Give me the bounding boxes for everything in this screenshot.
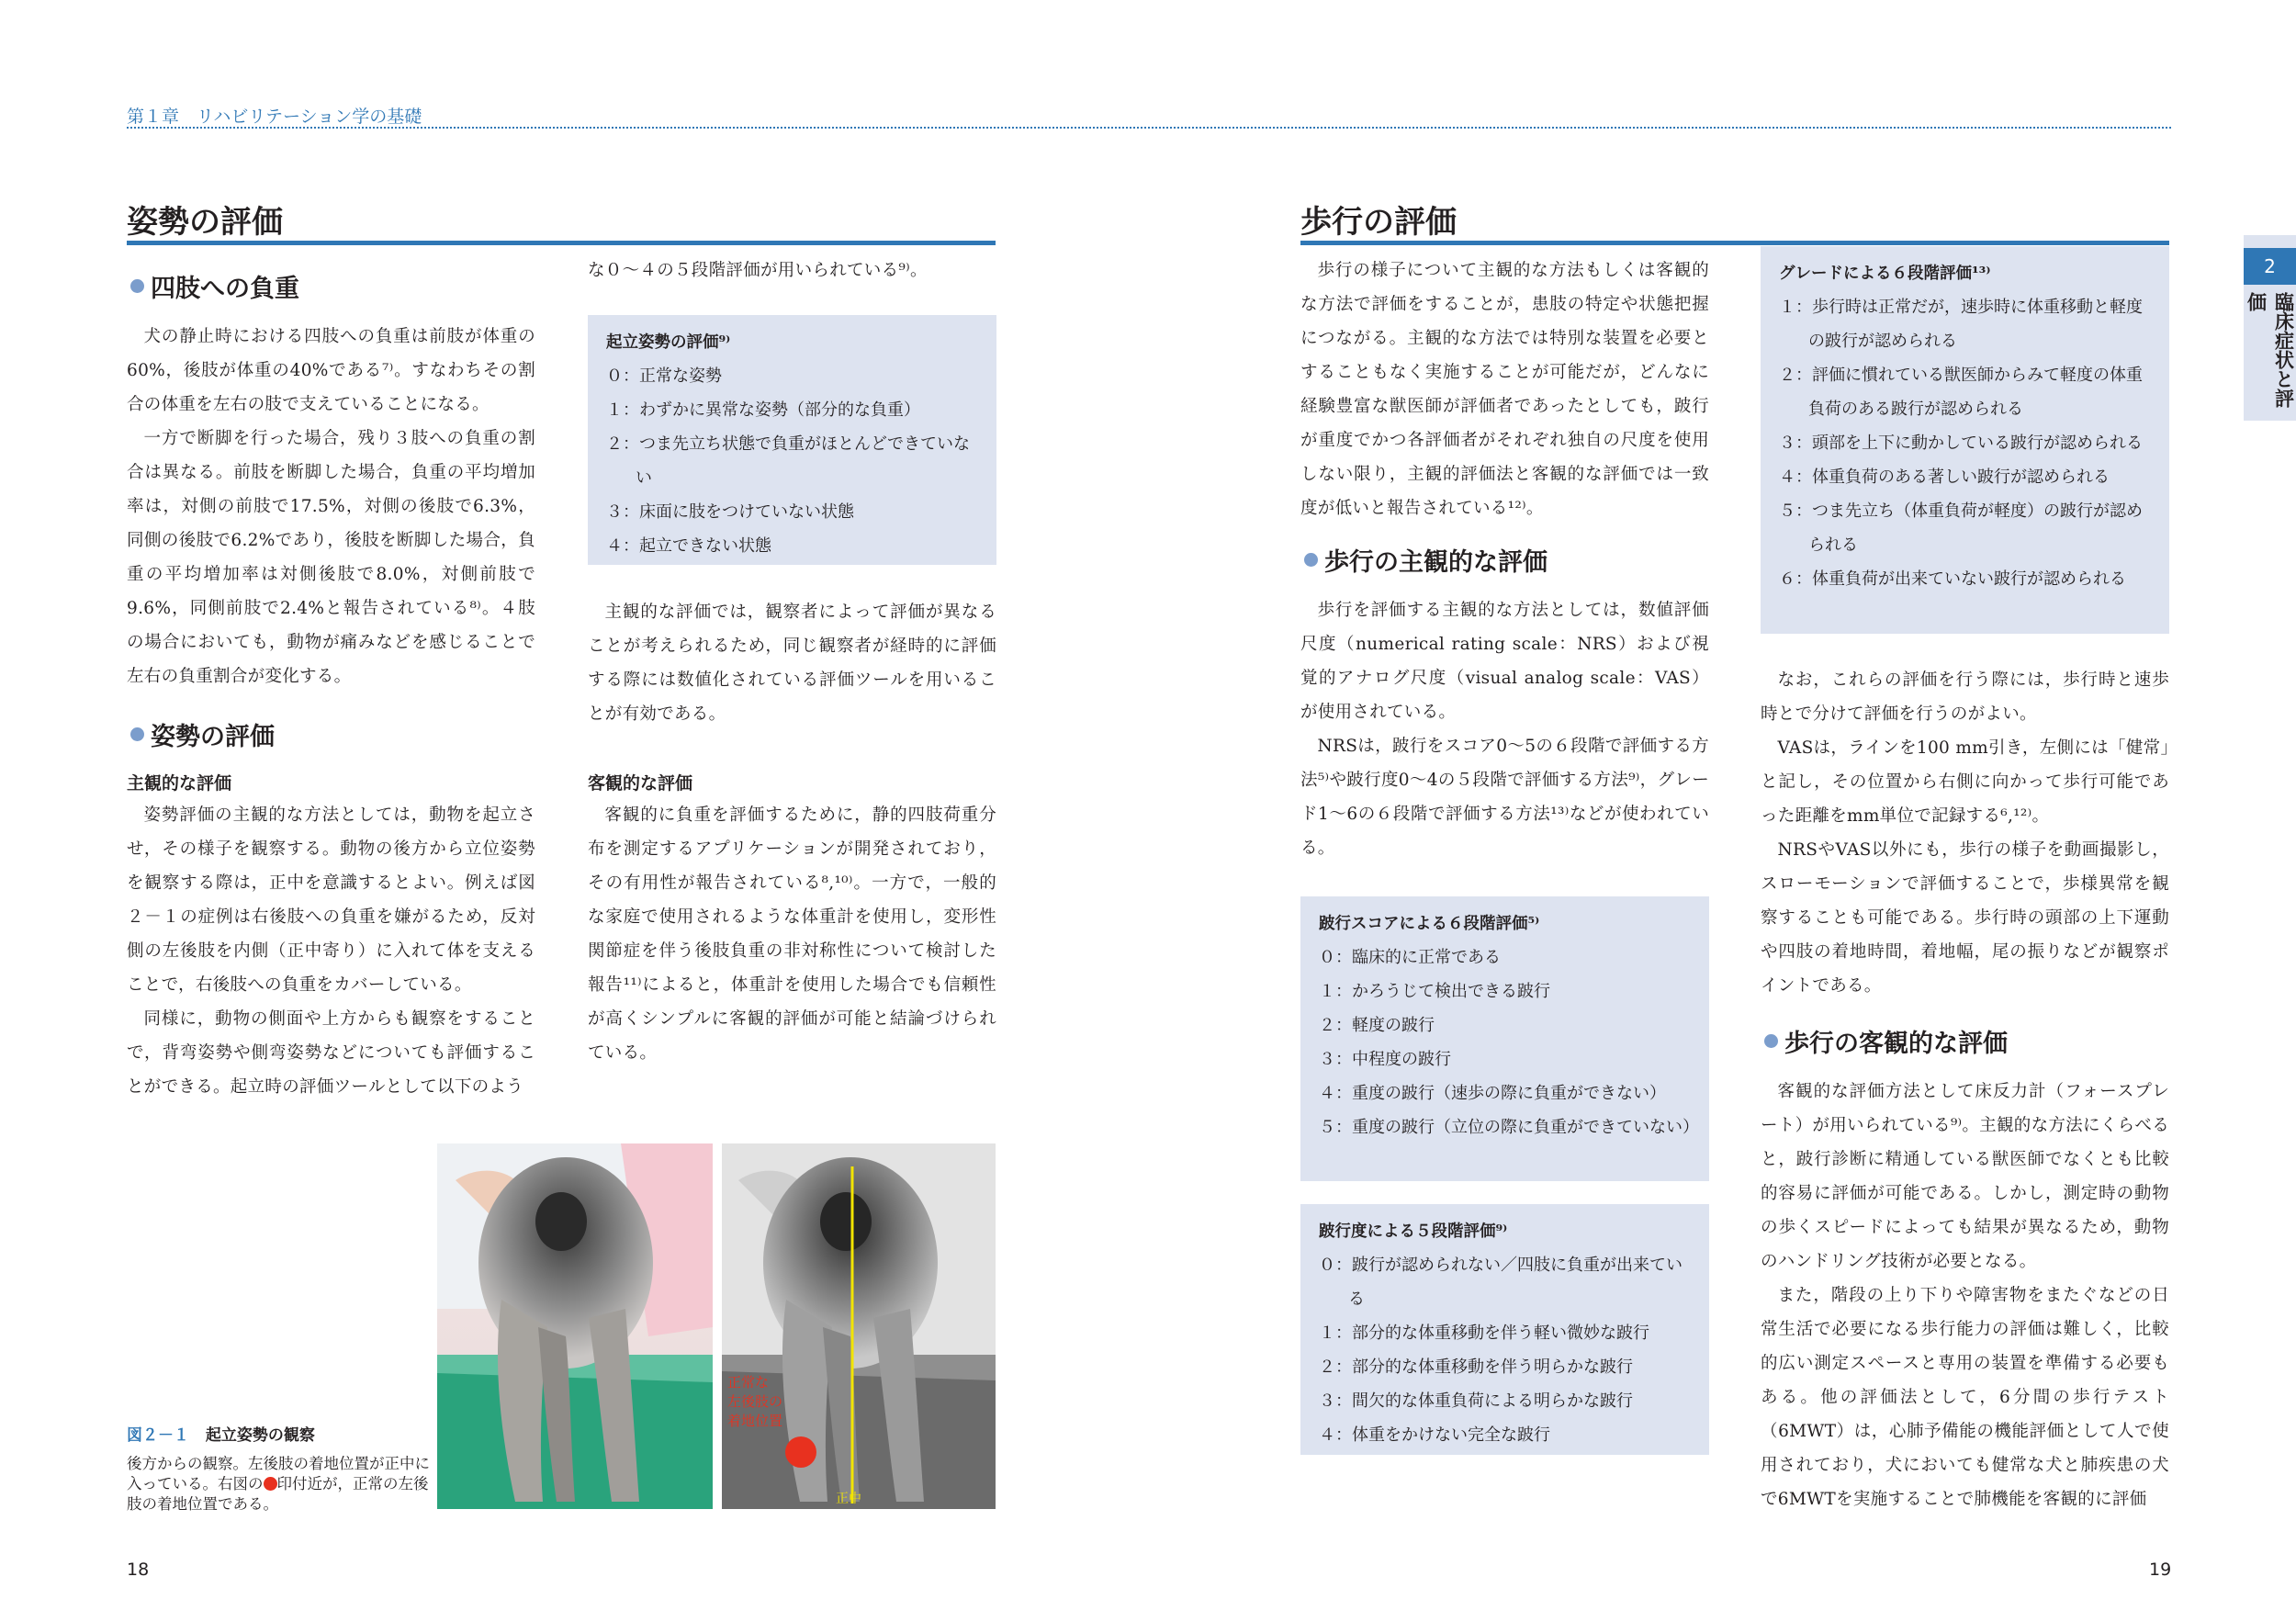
paragraph: 歩行を評価する主観的な方法としては，数値評価尺度（numerical rating scale：NRS）および視覚的アナログ尺度（visual analog scale：VAS）が使用されている。: [1300, 601, 1709, 722]
lameness-score-box: [1300, 896, 1709, 1181]
label-normal-landing: [727, 1373, 782, 1431]
scale-item: ４：重度の跛行（速歩の際に負重ができない）: [1319, 1084, 1666, 1103]
dog-photo-left: [437, 1143, 713, 1509]
paragraph: VASは，ラインを100 mm引き，左側には「健常」と記し，その位置から右側に向かって歩行可能であった距離をmm単位で記録する⁶,¹²⁾。: [1761, 738, 2169, 826]
paragraph: NRSは，跛行をスコア0～5の６段階で評価する方法⁵⁾や跛行度0～4の５段階で評価する方法⁹⁾，グレード1～6の６段階で評価する方法¹³⁾などが使われている。: [1300, 737, 1709, 858]
left-section-title: 姿勢の評価: [127, 204, 283, 241]
small-heading-objective: 客観的な評価: [588, 773, 693, 794]
scale-item: １：歩行時は正常だが，速歩時に体重移動と軽度の跛行が認められる: [1779, 298, 2143, 351]
label-line: 左後肢の: [727, 1393, 783, 1410]
scale-item: １：わずかに異常な姿勢（部分的な負重）: [606, 400, 920, 420]
lameness-degree-box: [1300, 1204, 1709, 1455]
gait-subjective-text: [1300, 593, 1709, 865]
scale-item: ２：つま先立ち状態で負重がほとんどできていない: [606, 434, 970, 488]
gait-objective-text: [1761, 1075, 2169, 1516]
caption-text: 印付近が，正常の左後肢の着地位置である。: [127, 1475, 429, 1513]
posture-objective-text: [588, 798, 996, 1070]
scale-item: １：部分的な体重移動を伴う軽い微妙な跛行: [1319, 1324, 1649, 1343]
scale-item: ２：部分的な体重移動を伴う明らかな跛行: [1319, 1357, 1633, 1377]
figure-number: 図２－１: [127, 1426, 189, 1445]
scale-item: ３：頭部を上下に動かしている跛行が認められる: [1779, 434, 2143, 453]
subheading-gait-objective: [1764, 1023, 2008, 1059]
scale-item: ５：重度の跛行（立位の際に負重ができていない）: [1319, 1118, 1699, 1137]
paragraph: 犬の静止時における四肢への負重は前肢が体重の60%，後肢が体重の40%である⁷⁾。すなわちその割合の体重を左右の肢で支えていることになる。: [127, 327, 535, 414]
scale-item: １：かろうじて検出できる跛行: [1319, 982, 1550, 1001]
subheading-limb-load: [130, 268, 299, 304]
box-title: グレードによる６段階評価¹³⁾: [1779, 265, 1991, 283]
caption-text: 後方からの観察。左後肢の着地位置が正中に入っている。右図の: [127, 1455, 430, 1492]
side-tab-number: 2: [2244, 248, 2296, 285]
small-heading-subjective: 主観的な評価: [127, 773, 232, 794]
paragraph: 姿勢評価の主観的な方法としては，動物を起立させ，その様子を観察する。動物の後方から立位姿勢を観察する際は，正中を意識するとよい。例えば図２－１の症例は右後肢への負重を嫌がるため，反対側の左後肢を内側（正中寄り）に入れて体を支えることで，右後肢への負重をカバーしている。: [127, 805, 535, 995]
label-midline: 正中: [836, 1492, 861, 1506]
side-tab-label: 臨床症状と評価: [2245, 292, 2295, 408]
limb-load-text: [127, 320, 535, 693]
right-section-title: 歩行の評価: [1300, 204, 1457, 241]
paragraph: な０～４の５段階評価が用いられている⁹⁾。: [588, 261, 928, 280]
continued-text: [588, 253, 996, 287]
paragraph: NRSやVAS以外にも，歩行の様子を動画撮影し，スローモーションで評価することで，歩様異常を観察することも可能である。歩行時の頭部の上下運動や四肢の着地時間，着地幅，尾の振りなどが観察ポイントである。: [1761, 840, 2169, 996]
paragraph: 一方で断脚を行った場合，残り３肢への負重の割合は異なる。前肢を断脚した場合，負重の平均増加率は，対側の前肢で17.5%，対側の後肢で6.3%，同側の後肢で6.2%であり，後肢を断脚した場合，負重の平均増加率は対側後肢で8.0%，対側前肢で9.6%，同側前肢で2.4%と報告されている⁸⁾。４肢の場合においても，動物が痛みなどを感じることで左右の負重割合が変化する。: [127, 429, 535, 686]
scale-item: ３：間欠的な体重負荷による明らかな跛行: [1319, 1391, 1633, 1411]
red-dot-marker-icon: [785, 1436, 816, 1468]
paragraph: 同様に，動物の側面や上方からも観察をすることで，背弯姿勢や側弯姿勢などについても評価することができる。起立時の評価ツールとして以下のよう: [127, 1009, 535, 1097]
label-line: 正常な: [727, 1374, 770, 1391]
left-section-rule: [127, 241, 996, 245]
gait-intro-text: [1300, 253, 1709, 525]
paragraph: 主観的な評価では，観察者によって評価が異なることが考えられるため，同じ観察者が経時的に評価する際には数値化されている評価ツールを用いることが有効である。: [588, 603, 996, 724]
subheading-gait-subjective: [1304, 542, 1548, 578]
scale-item: ５：つま先立ち（体重負荷が軽度）の跛行が認められる: [1779, 501, 2143, 555]
page-number-right: 19: [2149, 1560, 2172, 1580]
scale-item: ３：中程度の跛行: [1319, 1050, 1451, 1069]
scale-item: ４：体重負荷のある著しい跛行が認められる: [1779, 467, 2110, 487]
scale-item: ０：正常な姿勢: [606, 366, 722, 386]
paragraph: なお，これらの評価を行う際には，歩行時と速歩時とで分けて評価を行うのがよい。: [1761, 670, 2169, 724]
paragraph: 客観的に負重を評価するために，静的四肢荷重分布を測定するアプリケーションが開発されており，その有用性が報告されている⁸,¹⁰⁾。一方で，一般的な家庭で使用されるような体重計を使用し，変形性関節症を伴う後肢負重の非対称性について検討した報告¹¹⁾によると，体重計を使用した場合でも信頼性が高くシンプルに客観的評価が可能と結論づけられている。: [588, 805, 996, 1063]
scale-item: ４：体重をかけない完全な跛行: [1319, 1425, 1550, 1445]
bullet-icon: [1304, 553, 1318, 567]
box-title: 起立姿勢の評価⁹⁾: [606, 333, 731, 352]
bullet-icon: [130, 727, 144, 741]
scale-item: ０：跛行が認められない／四肢に負重が出来ている: [1319, 1256, 1683, 1309]
subheading-limb-load-text: 四肢への負重: [151, 275, 299, 303]
subheading-gait-objective-text: 歩行の客観的な評価: [1784, 1030, 2008, 1058]
scale-item: ０：臨床的に正常である: [1319, 948, 1501, 967]
box-title: 跛行スコアによる６段階評価⁵⁾: [1319, 915, 1540, 933]
scale-item: ２：軽度の跛行: [1319, 1016, 1435, 1035]
right-section-rule: [1300, 241, 2169, 245]
figure-caption-body: [127, 1454, 430, 1515]
bullet-icon: [1764, 1034, 1778, 1048]
subheading-gait-subjective-text: 歩行の主観的な評価: [1324, 548, 1548, 577]
running-head: 第１章 リハビリテーション学の基礎: [127, 107, 422, 127]
bullet-icon: [130, 279, 144, 293]
scale-item: ４：起立できない状態: [606, 536, 771, 556]
gait-note-text: [1761, 663, 2169, 1003]
page-number-left: 18: [127, 1560, 150, 1580]
figure-caption-title: [127, 1422, 430, 1445]
box-title: 跛行度による５段階評価⁹⁾: [1319, 1222, 1508, 1241]
red-dot-marker-icon: [264, 1477, 277, 1491]
scale-item: ２：評価に慣れている獣医師からみて軽度の体重負荷のある跛行が認められる: [1779, 366, 2143, 419]
paragraph: 歩行の様子について主観的な方法もしくは客観的な方法で評価をすることが，患肢の特定や状態把握につながる。主観的な方法では特別な装置を必要とすることもなく実施することが可能だが，どんなに経験豊富な獣医師が評価者であったとしても，跛行が重度でかつ各評価者がそれぞれ独自の尺度を使用しない限り，主観的評価法と客観的な評価では一致度が低いと報告されている¹²⁾。: [1300, 261, 1709, 518]
paragraph: また，階段の上り下りや障害物をまたぐなどの日常生活で必要になる歩行能力の評価は難しく，比較的広い測定スペースと専用の装置を準備する必要もある。他の評価法として，6分間の歩行テスト（6MWT）は，心肺予備能の機能評価として人で使用されており，犬においても健常な犬と肺疾患の犬で6MWTを実施することで肺機能を客観的に評価: [1761, 1286, 2169, 1509]
posture-subjective-text: [127, 798, 535, 1104]
paragraph: 客観的な評価方法として床反力計（フォースプレート）が用いられている⁹⁾。主観的な方法にくらべると，跛行診断に精通している獣医師でなくとも比較的容易に評価が可能である。しかし，測定時の動物の歩くスピードによっても結果が異なるため，動物のハンドリング技術が必要となる。: [1761, 1082, 2169, 1271]
scale-item: ３：床面に肢をつけていない状態: [606, 502, 854, 522]
chapter-side-tab: [2244, 235, 2296, 421]
label-line: 着地位置: [727, 1413, 783, 1429]
standing-posture-scale-box: [588, 315, 996, 565]
dog-photo-right: [722, 1143, 996, 1509]
subheading-posture-eval-text: 姿勢の評価: [151, 723, 275, 751]
subheading-posture-eval: [130, 716, 275, 752]
scale-item: ６：体重負荷が出来ていない跛行が認められる: [1779, 569, 2126, 589]
grade-scale-box: [1761, 246, 2169, 634]
figure-title: 起立姿勢の観察: [205, 1426, 315, 1445]
header-dotted-rule: [127, 127, 2171, 129]
subjective-note-text: [588, 595, 996, 731]
figure-caption: [127, 1422, 430, 1515]
